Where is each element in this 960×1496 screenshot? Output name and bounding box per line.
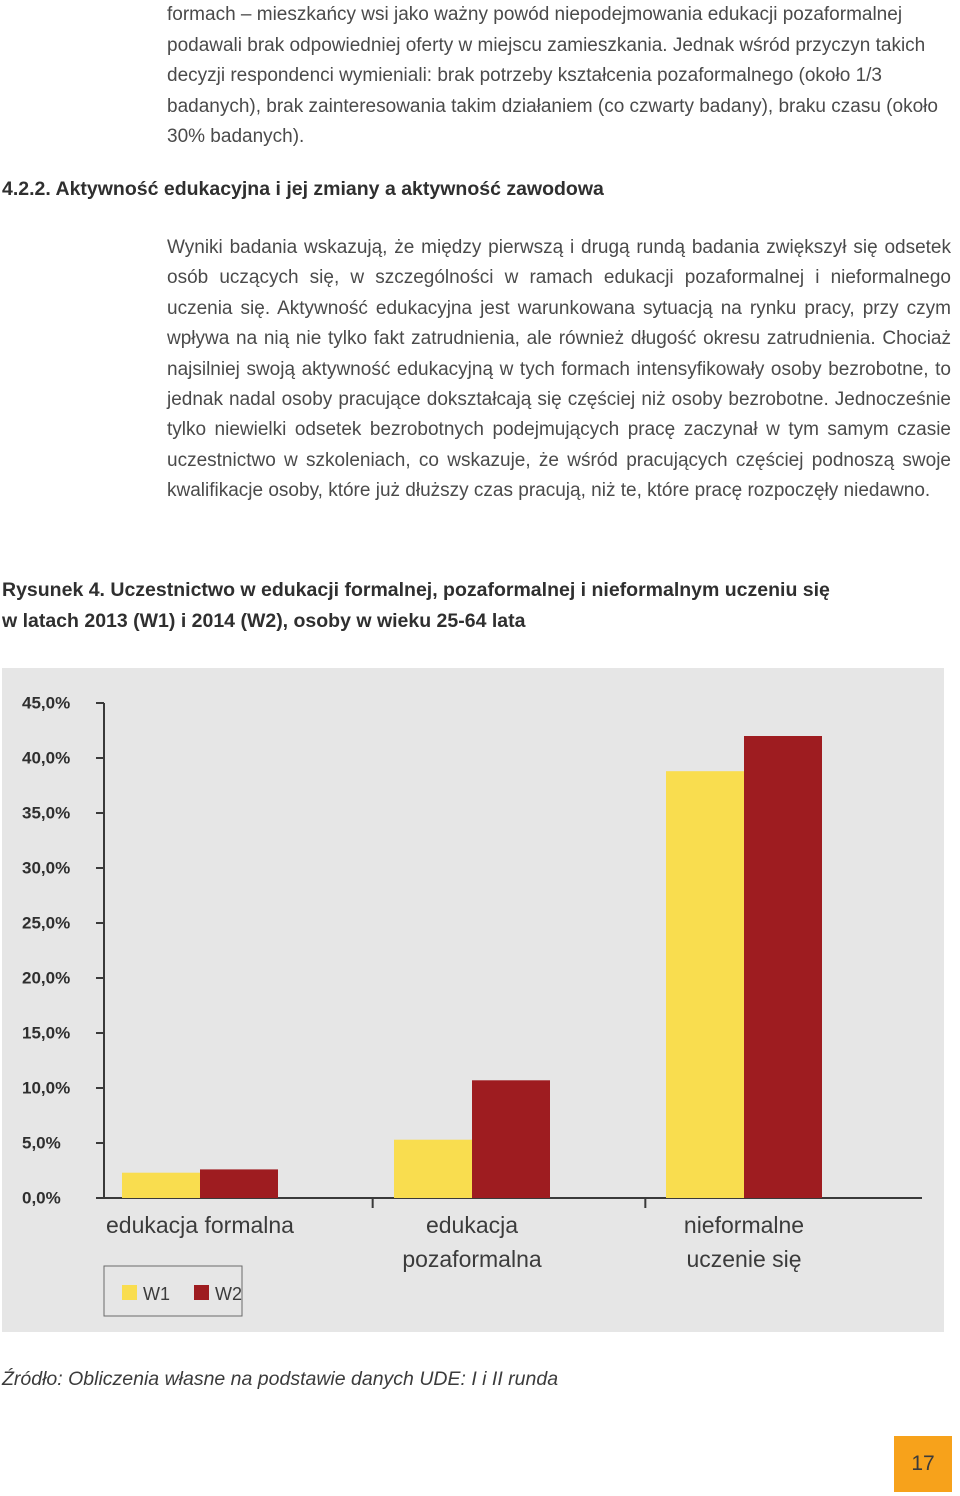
- figure-caption-line-1: Rysunek 4. Uczestnictwo w edukacji formalnej, pozaformalnej i nieformalnym uczeniu się: [2, 579, 830, 601]
- figure-caption: [2, 575, 952, 637]
- y-tick-label: 15,0%: [22, 1023, 71, 1043]
- x-category-label: uczenie się: [686, 1246, 802, 1272]
- legend-swatch-w2: [194, 1285, 209, 1300]
- bar-w1: [122, 1173, 200, 1198]
- legend-label-w2: W2: [215, 1284, 242, 1304]
- y-tick-label: 25,0%: [22, 913, 71, 933]
- section-heading: 4.2.2. Aktywność edukacyjna i jej zmiany a aktywność zawodowa: [2, 178, 604, 200]
- x-category-label: nieformalne: [683, 1212, 805, 1238]
- figure-caption-line-2: w latach 2013 (W1) i 2014 (W2), osoby w wieku 25-64 lata: [2, 610, 526, 632]
- page-number: 17: [911, 1452, 935, 1475]
- x-category-label: edukacja: [425, 1212, 519, 1238]
- bar-w1: [394, 1140, 472, 1198]
- bar-w2: [744, 736, 822, 1198]
- intro-paragraph: formach – mieszkańcy wsi jako ważny powód niepodejmowania edukacji pozaformalnej podawali brak odpowiedniej oferty w miejscu zamieszkania. Jednak wśród przyczyn takich decyzji respondenci wymieniali: brak potrzeby kształcenia pozaformalnego (około 1/3 badanych), brak zainteresowania takim działaniem (co czwarty badany), braku czasu (około 30% badanych).: [167, 4, 938, 148]
- legend-swatch-w1: [122, 1285, 137, 1300]
- legend-label-w1: W1: [143, 1284, 170, 1304]
- x-category-label: edukacja formalna: [106, 1212, 294, 1238]
- source-note: Źródło: Obliczenia własne na podstawie danych UDE: I i II runda: [2, 1368, 559, 1390]
- chart-panel: [2, 668, 944, 1332]
- bar-chart: [2, 668, 944, 1332]
- bar-w1: [666, 771, 744, 1198]
- y-tick-label: 40,0%: [22, 748, 71, 768]
- bar-w2: [472, 1080, 550, 1198]
- y-tick-label: 35,0%: [22, 803, 71, 823]
- y-tick-label: 5,0%: [22, 1133, 61, 1153]
- x-category-label: pozaformalna: [402, 1246, 542, 1272]
- y-tick-label: 45,0%: [22, 693, 71, 713]
- y-tick-label: 10,0%: [22, 1078, 71, 1098]
- bar-w2: [200, 1169, 278, 1198]
- y-tick-label: 20,0%: [22, 968, 71, 988]
- y-tick-label: 30,0%: [22, 858, 71, 878]
- y-tick-label: 0,0%: [22, 1188, 61, 1208]
- page-number-badge: [894, 1436, 952, 1492]
- section-paragraph: Wyniki badania wskazują, że między pierwszą i drugą rundą badania zwiększył się odsetek osób uczących się, w szczególności w ramach edukacji pozaformalnej i nieformalnego uczenia się. Aktywność edukacyjna jest warunkowana sytuacją na rynku pracy, przy czym wpływa na nią nie tylko fakt zatrudnienia, ale również długość okresu zatrudnienia. Chociaż najsilniej swoją aktywność edukacyjną w tych formach intensyfikowały osoby bezrobotne, to jednak nadal osoby pracujące dokształcają się częściej niż osoby bezrobotne. Jednocześnie tylko niewielki odsetek bezrobotnych podejmujących pracę zaczynał w tym samym czasie uczestnictwo w szkoleniach, co wskazuje, że wśród pracujących częściej podnoszą swoje kwalifikacje osoby, które już dłuższy czas pracują, niż te, które pracę rozpoczęły niedawno.: [167, 237, 951, 502]
